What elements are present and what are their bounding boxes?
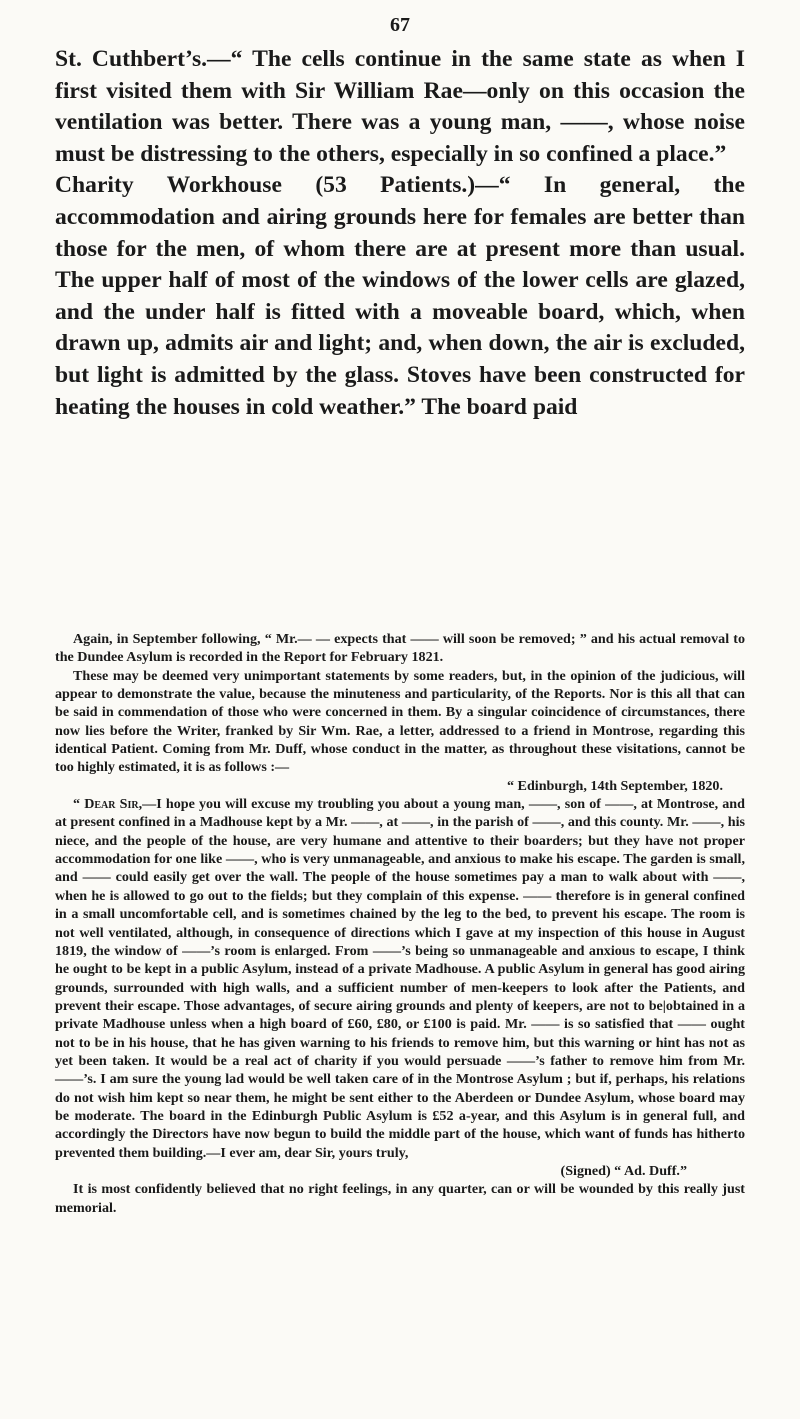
page-number: 67: [390, 14, 410, 36]
paragraph-closing: It is most confidently believed that no right feelings, in any quarter, can or will be wounded by this really just memorial.: [55, 1181, 745, 1216]
letter-salutation: “ Dear Sir,: [73, 796, 143, 813]
letter-body: [55, 795, 745, 1162]
paragraph-unimportant-statements: These may be deemed very unimportant statements by some readers, but, in the opinion of the judicious, will appear to demonstrate the value, because the minuteness and particularity, of the Reports. Nor is this all that can be said in commendation of those who were concerned in them. By a singular coincidence of circumstances, there now lies before the Writer, franked by Sir Wm. Rae, a letter, addressed to a friend in Montrose, regarding this identical Patient. Coming from Mr. Duff, whose conduct in the matter, as throughout these visitations, cannot be too highly estimated, it is as follows :—: [55, 667, 745, 776]
paragraph-again-september: Again, in September following, “ Mr.— — expects that —— will soon be removed; ” and his actual removal to the Dundee Asylum is recorded in the Report for February 1821.: [55, 631, 745, 666]
letter-body-text: —I hope you will excuse my troubling you about a young man, ——, son of ——, at Montrose, and at present confined in a Madhouse kept by a Mr. ——, at ——, in the parish of ——, and this county. Mr. ——, his niece, and the people of the house, are very humane and attentive to their boarders; but they have not proper accommodation for one like ——, who is very unmanageable, and anxious to make his escape. The garden is small, and —— could easily get over the wall. The people of the house sometimes pay a man to walk about with ——, when he is allowed to go out to the fields; but they complain of this expense. —— therefore is in general confined in a small uncomfortable cell, and is sometimes chained by the leg to the bed, to prevent his escape. The room is not well ventilated, although, in consequence of directions which I gave at my inspection of this house in August 1819, the window of ——’s room is enlarged. From ——’s being so unmanageable and anxious to escape, I think he ought to be kept in a public Asylum, instead of a private Madhouse. A public Asylum in general has good airing grounds, surrounded with high walls, and a sufficient number of men-keepers to look after the Patients, and prevent their escape. Those advantages, of secure airing grounds and plenty of keepers, are not to be|obtained in a private Madhouse unless when a high board of £60, £80, or £100 is paid. Mr. —— is so satisfied that —— ought not to be in his house, that he has given warning to his friends to remove him, but this warning or hint has not as yet been taken. It would be a real act of charity if you would persuade ——’s father to remove him from Mr. ——’s. I am sure the young lad would be well taken care of in the Montrose Asylum ; but if, perhaps, his relations do not wish him kept so near them, he might be sent either to the Aberdeen or Dundee Asylum, whose board may be moderate. The board in the Edinburgh Public Asylum is £52 a-year, and this Asylum is in general full, and accordingly the Directors have now begun to build the middle part of the house, which want of funds has hitherto prevented them building.—I ever am, dear Sir, yours truly,: [55, 796, 745, 1161]
paragraph-st-cuthberts: St. Cuthbert’s.—“ The cells continue in the same state as when I first visited them with Sir William Rae—only on this occasion the ventilation was better. There was a young man, ——, whose noise must be distressing to the others, especially in so confined a place.”: [55, 46, 745, 167]
paragraph-charity-workhouse: Charity Workhouse (53 Patients.)—“ In general, the accommodation and airing grounds here for females are better than those for the men, of whom there are at present more than usual. The upper half of most of the windows of the lower cells are glazed, and the under half is fitted with a moveable board, which, when drawn up, admits air and light; and, when down, the air is excluded, but light is admitted by the glass. Stoves have been constructed for heating the houses in cold weather.” The board paid: [55, 172, 745, 420]
main-text-block: [55, 44, 745, 423]
footnote-block: [55, 630, 745, 1217]
letter-dateline: “ Edinburgh, 14th September, 1820.: [506, 777, 723, 794]
letter-signature: (Signed) “ Ad. Duff.”: [560, 1162, 687, 1179]
